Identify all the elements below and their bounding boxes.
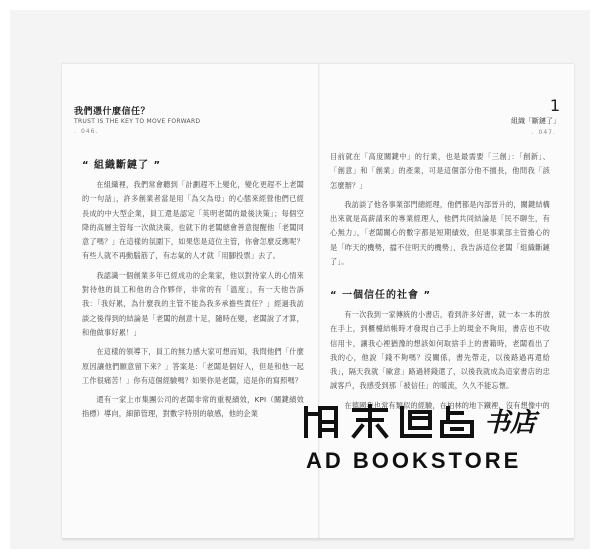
right-running-header — [511, 98, 560, 136]
paragraph: 在組織裡，我們常會聽到「計劃趕不上變化，變化更趕不上老闆的一句話」，許多創業者當是用「為父為母」的心態來經營他們已經長成的中大型企業，員工還是認定「英明老闆的最後決策」；每個空降的高層主管每一次做決策，也就下的老闆總會善意提醒他「老闆同意了嗎？」在這樣的氛圍下，如果您是這位主管，你會怎麼反應呢？有些人就不再動腦筋了，有志氣的人才就「用腳投票」去了。 — [82, 180, 304, 261]
paragraph: 目前就在「高度關鍵中」的行業，也是最需要「三創」：「創新」、「創意」和「創業」的產業，可是這個部分他不擅長，他問我「該怎麼辦？」 — [330, 152, 550, 190]
paragraph: 還有一家上市集團公司的老闆非常的重視績效，KPI（關鍵績效指標）導向，細節管理，對數字特別的敏感，他的企業 — [82, 395, 304, 419]
paragraph: 有一次我到一家傳統的小書店，看到許多好書，就一本一本的放在手上，到櫃檯結帳時才發現自己手上的現金不夠用，書店也不收信用卡，讓我心裡猶豫的想該如何取捨手上的書籍時，老闆看出了我的心，他說「錢不夠嗎？沒關係，書先帶走，以後路過再還給我」，隔天我就「歐意」路過將錢還了，以後我就成為這家書店的忠誠客戶，我感受到那「被信任」的暖流，久久不能忘懷。 — [330, 310, 550, 391]
section-heading-left: “ 組織斷鏈了 ” — [82, 160, 162, 171]
right-body-text-top — [330, 150, 550, 274]
bookstore-logo-tag: 书店 — [484, 408, 537, 438]
section-heading-right: “ 一個信任的社會 ” — [330, 290, 432, 301]
left-page-number: ．046． — [74, 128, 103, 135]
paragraph: 我訪談了他各事業部門總經理，他們都是內部晉升的，關鍵結構出來就是高薪請來的專業經理人，他們共同結論是「民不聊生，有心無力」，「老闆關心的數字都是短期績效，但是事業部主管擔心的是「昨天的機勢，擋不住明天的機勢」，我告訴這位老闆「組織斷鏈了」。 — [330, 199, 550, 267]
chapter-number: 1 — [549, 96, 560, 115]
left-header-title: 我們憑什麼信任？ — [74, 107, 151, 117]
bookstore-logo — [300, 400, 590, 520]
left-running-header — [74, 104, 200, 135]
right-header-title: 組織「斷鏈了」 — [511, 117, 560, 125]
bookstore-logo-mark — [302, 404, 492, 440]
right-page-number: ．047． — [531, 129, 560, 136]
left-body-text — [82, 178, 304, 427]
paragraph: 在這樣的領導下，員工的無力感大家可想而知，我問他們「什麼原因讓他們願意留下來？」答案是：「老闆是個好人，但是和他一起工作很痛苦！」你有這個經驗嗎？如果你是老闆，這是你的寫照嗎？ — [82, 347, 304, 385]
paragraph: 我認識一個創業多年已經成功的企業家，他以對待家人的心情來對待他的員工和他的合作夥伴，非常的有「溫度」，有一天他告訴我：「我好累，為什麼我的主管不能為我多承擔些責任？」經過我訪談之後得到的結論是「老闆的創意十足，隨時在變，老闆說了才算，和他做事好累！」 — [82, 270, 304, 337]
bookstore-logo-text: AD BOOKSTORE — [306, 448, 522, 473]
paragraph: 在德國我也常有類似的經驗，在柏林的地下鐵裡，沒有想像中的 — [344, 400, 550, 410]
left-header-subtitle: TRUST IS THE KEY TO MOVE FORWARD — [74, 118, 201, 125]
page-edge — [62, 538, 574, 542]
